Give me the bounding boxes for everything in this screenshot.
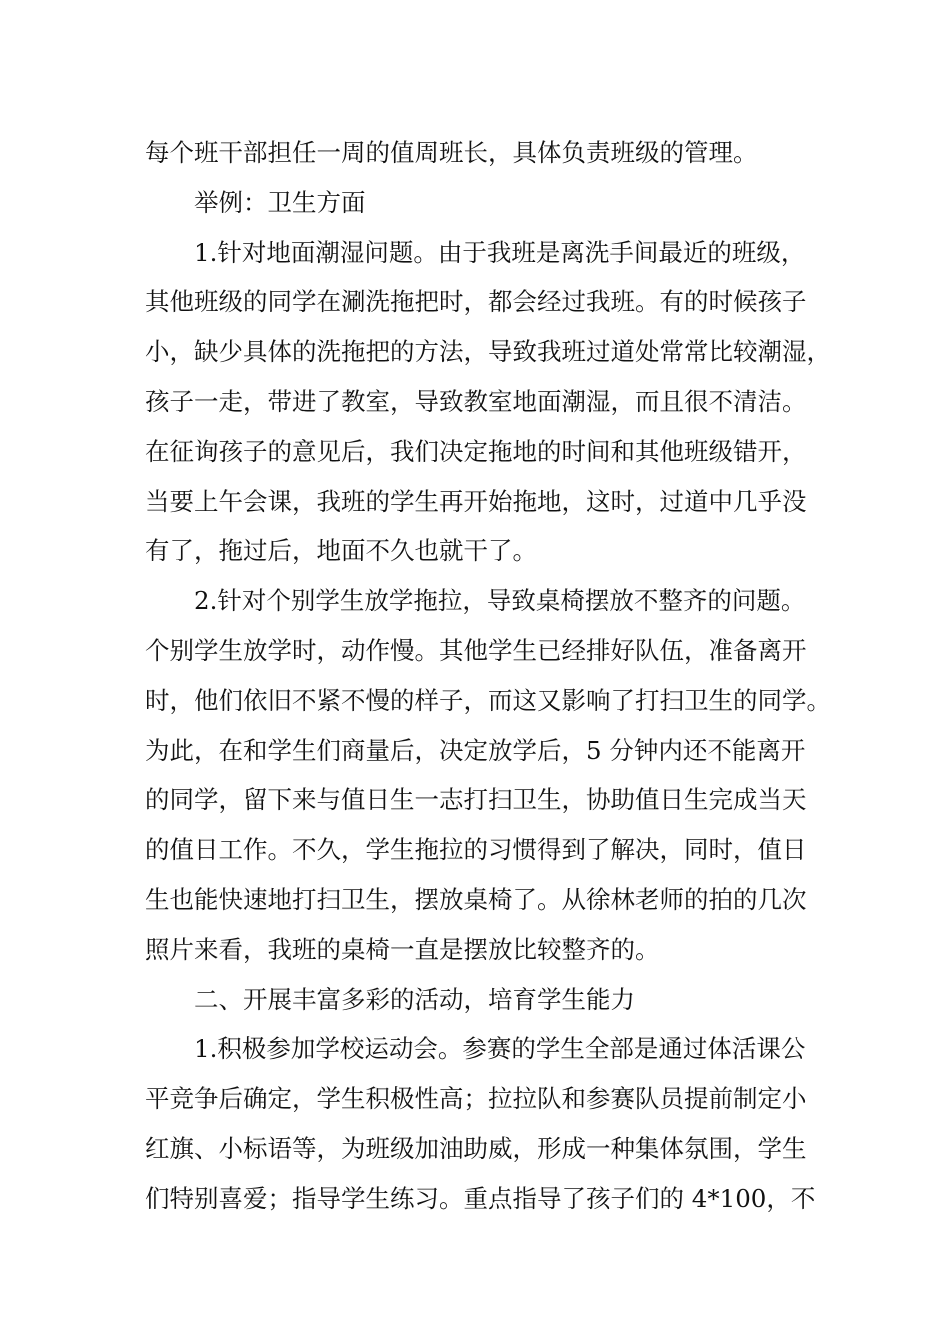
text-line: 举例：卫生方面 [194,187,366,217]
text-line: 个别学生放学时，动作慢。其他学生已经排好队伍，准备离开 [145,635,807,665]
text-line: 生也能快速地打扫卫生，摆放桌椅了。从徐林老师的拍的几次 [145,884,807,914]
text-line: 孩子一走，带进了教室，导致教室地面潮湿，而且很不清洁。 [145,386,807,416]
text-line: 2.针对个别学生放学拖拉，导致桌椅摆放不整齐的问题。 [194,586,806,616]
text-line: 二、开展丰富多彩的活动，培育学生能力 [194,984,635,1014]
text-line: 每个班干部担任一周的值周班长，具体负责班级的管理。 [145,138,758,167]
text-line: 时，他们依旧不紧不慢的样子，而这又影响了打扫卫生的同学。 [145,685,831,715]
text-line: 在征询孩子的意见后，我们决定拖地的时间和其他班级错开， [145,436,807,466]
text-line: 们特别喜爱；指导学生练习。重点指导了孩子们的 4*100，不 [145,1183,816,1213]
text-line: 当要上午会课，我班的学生再开始拖地，这时，过道中几乎没 [145,486,807,516]
text-line: 1.积极参加学校运动会。参赛的学生全部是通过体活课公 [194,1034,806,1064]
text-line: 小，缺少具体的洗拖把的方法，导致我班过道处常常比较潮湿， [145,337,831,367]
text-line: 照片来看，我班的桌椅一直是摆放比较整齐的。 [145,934,660,964]
text-line: 其他班级的同学在涮洗拖把时，都会经过我班。有的时候孩子 [145,287,807,317]
text-line: 平竞争后确定，学生积极性高；拉拉队和参赛队员提前制定小 [145,1084,807,1114]
text-line: 的同学，留下来与值日生一志打扫卫生，协助值日生完成当天 [145,785,807,815]
text-line: 1.针对地面潮湿问题。由于我班是离洗手间最近的班级， [194,237,806,267]
text-line: 有了，拖过后，地面不久也就干了。 [145,536,537,566]
text-line: 的值日工作。不久，学生拖拉的习惯得到了解决，同时，值日 [145,835,807,865]
text-line: 红旗、小标语等，为班级加油助威，形成一种集体氛围，学生 [145,1133,807,1163]
body-text [145,128,835,1224]
text-line: 为此，在和学生们商量后，决定放学后，5 分钟内还不能离开 [145,735,806,765]
